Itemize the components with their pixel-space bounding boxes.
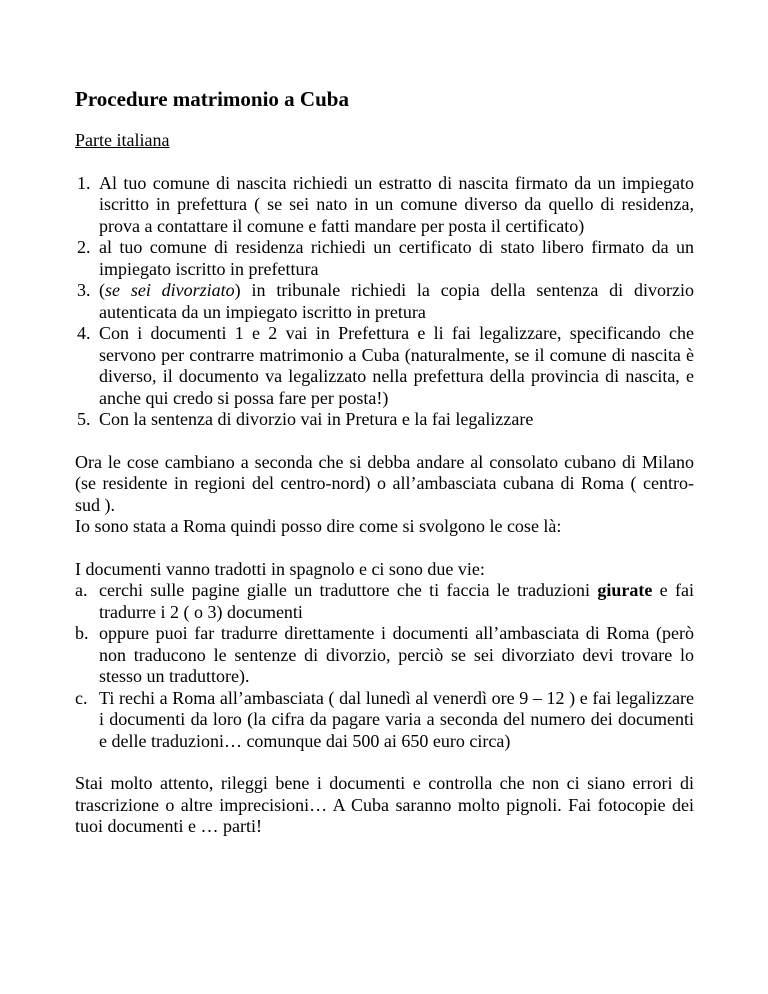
list-marker: 3. xyxy=(77,280,91,300)
list-item xyxy=(75,173,694,238)
list-marker: 1. xyxy=(77,172,91,193)
list-item-text: Con la sentenza di divorzio vai in Pretura e la fai legalizzare xyxy=(99,409,534,429)
list-item-bold: giurate xyxy=(597,580,653,600)
paragraph: Io sono stata a Roma quindi posso dire come si svolgono le cose là: xyxy=(75,516,562,536)
list-item xyxy=(75,580,694,623)
section-heading: Parte italiana xyxy=(75,130,170,150)
list-item-prefix: ( xyxy=(99,280,105,300)
paragraph: Stai molto attento, rileggi bene i documenti e controlla che non ci siano errori di trascrizione o altre imprecisioni… A Cuba saranno molto pignoli. Fai fotocopie dei tuoi documenti e … parti! xyxy=(75,773,694,836)
list-item-italic: se sei divorziato xyxy=(105,280,235,300)
list-marker: a. xyxy=(75,580,88,600)
list-item-text: ) in tribunale richiedi la copia della sentenza di divorzio autenticata da un impiegato iscritto in pretura xyxy=(99,280,694,322)
list-marker: 4. xyxy=(77,323,91,343)
list-item-prefix: cerchi sulle pagine gialle un traduttore che ti faccia le traduzioni xyxy=(99,580,598,600)
list-marker: b. xyxy=(75,623,89,643)
list-item xyxy=(75,623,694,688)
list-item-text: Ti rechi a Roma all’ambasciata ( dal lunedì al venerdì ore 9 – 12 ) e fai legalizzare i documenti da loro (la cifra da pagare varia a seconda del numero dei documenti e delle traduzioni… comunque dai 500 ai 650 euro circa) xyxy=(99,687,694,751)
list-marker: 2. xyxy=(77,237,91,257)
list-item xyxy=(75,409,694,431)
translation-section xyxy=(75,559,694,753)
closing-section xyxy=(75,773,694,838)
paragraph: I documenti vanno tradotti in spagnolo e ci sono due vie: xyxy=(75,558,485,579)
list-marker: 5. xyxy=(77,409,91,429)
consolato-section xyxy=(75,452,694,538)
document-title: Procedure matrimonio a Cuba xyxy=(75,87,349,111)
list-item xyxy=(75,323,694,409)
list-item-text: e fai tradurre i 2 ( o 3) documenti xyxy=(99,580,694,622)
list-item-text: Al tuo comune di nascita richiedi un estratto di nascita firmato da un impiegato iscritto in prefettura ( se sei nato in un comune diverso da quello di residenza, prova a contattare il comune e fatti mandare per posta il certificato) xyxy=(99,172,694,236)
paragraph: Ora le cose cambiano a seconda che si debba andare al consolato cubano di Milano (se residente in regioni del centro-nord) o all’ambasciata cubana di Roma ( centro-sud ). xyxy=(75,451,694,515)
list-item xyxy=(75,237,694,280)
steps-list xyxy=(75,173,694,431)
list-item xyxy=(75,688,694,753)
options-list xyxy=(75,580,694,752)
list-item-text: al tuo comune di residenza richiedi un certificato di stato libero firmato da un impiegato iscritto in prefettura xyxy=(99,237,694,279)
list-item xyxy=(75,280,694,323)
list-marker: c. xyxy=(75,687,88,708)
list-item-text: oppure puoi far tradurre direttamente i documenti all’ambasciata di Roma (però non traducono le sentenze di divorzio, perciò se sei divorziato devi trovare lo stesso un traduttore). xyxy=(99,623,694,686)
document-page xyxy=(75,86,694,838)
list-item-text: Con i documenti 1 e 2 vai in Prefettura e li fai legalizzare, specificando che servono per contrarre matrimonio a Cuba (naturalmente, se il comune di nascita è diverso, il documento va legalizzato nella prefettura della provincia di nascita, e anche qui credo si possa fare per posta!) xyxy=(99,323,694,408)
